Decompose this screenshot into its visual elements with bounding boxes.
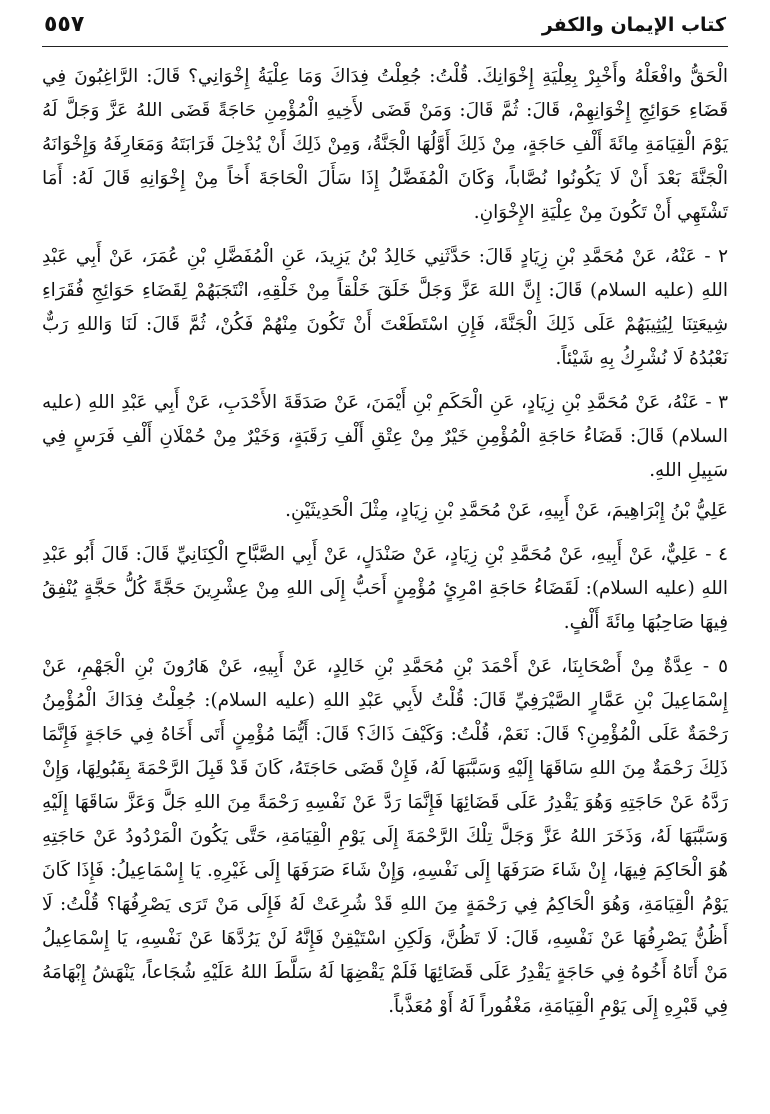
paragraph-1: الْحَقُّ وافْعَلْهُ وأَخْبِرْ بِعِلْيَةِ إِخْوَانِكَ. قُلْتُ: جُعِلْتُ فِدَاكَ وَمَا عِلْيَةُ إِخْوَانِي؟ قَالَ: الرَّاغِبُونَ فِي قَضَاءِ حَوَائِجِ إِخْوَانِهِمْ، قَالَ: ثُمَّ قَالَ: وَمَنْ قَضَى لأَخِيهِ الْمُؤْمِنِ حَاجَةً قَضَى اللهُ عَزَّ وَجَلَّ لَهُ يَوْمَ الْقِيَامَةِ مِائَةَ أَلْفِ حَاجَةٍ، مِنْ ذَلِكَ أَوَّلُهَا الْجَنَّةُ، وَمِنْ ذَلِكَ أَنْ يُدْخِلَ قَرَابَتَهُ وَمَعَارِفَهُ وَإِخْوَانَهُ الْجَنَّةَ بَعْدَ أَنْ لَا يَكُونُوا نُصَّاباً، وَكَانَ الْمُفَضَّلُ إِذَا سَأَلَ الْحَاجَةَ أَخاً مِنْ إِخْوَانِهِ قَالَ لَهُ: أَمَا تَشْتَهِي أَنْ تَكُونَ مِنْ عِلْيَةِ الإِخْوَانِ. <box>42 66 728 223</box>
hadith-4: ٤ - عَلِيٌّ، عَنْ أَبِيهِ، عَنْ مُحَمَّدِ بْنِ زِيَادٍ، عَنْ صَنْدَلٍ، عَنْ أَبِي الصَّبَّاحِ الْكِنَانِيِّ قَالَ: قَالَ أَبُو عَبْدِ اللهِ (عليه السلام): لَقَضَاءُ حَاجَةِ امْرِئٍ مُؤْمِنٍ أَحَبُّ إِلَى اللهِ مِنْ عِشْرِينَ حَجَّةً كُلُّ حَجَّةٍ يُنْفِقُ فِيهَا صَاحِبُهَا مِائَةَ أَلْفٍ. <box>42 544 728 633</box>
isnad-note: عَلِيُّ بْنُ إِبْرَاهِيمَ، عَنْ أَبِيهِ، عَنْ مُحَمَّدِ بْنِ زِيَادٍ، مِثْلَ الْحَدِيثَيْنِ. <box>285 500 728 521</box>
page-body <box>42 60 728 1034</box>
hadith-2: ٢ - عَنْهُ، عَنْ مُحَمَّدِ بْنِ زِيَادٍ قَالَ: حَدَّثَنِي خَالِدُ بْنُ يَزِيدَ، عَنِ الْمُفَضَّلِ بْنِ عُمَرَ، عَنْ أَبِي عَبْدِ اللهِ (عليه السلام) قَالَ: إِنَّ اللهَ عَزَّ وَجَلَّ خَلَقَ خَلْقاً مِنْ خَلْقِهِ، انْتَجَبَهُمْ لِقَضَاءِ حَوَائِجِ فُقَرَاءِ شِيعَتِنَا لِيُثِيبَهُمْ عَلَى ذَلِكَ الْجَنَّةَ، فَإِنِ اسْتَطَعْتَ أَنْ تَكُونَ مِنْهُمْ فَكُنْ، ثُمَّ قَالَ: لَنَا وَاللهِ رَبٌّ نَعْبُدُهُ لَا نُشْرِكُ بِهِ شَيْئاً. <box>42 246 728 369</box>
hadith-3: ٣ - عَنْهُ، عَنْ مُحَمَّدِ بْنِ زِيَادٍ، عَنِ الْحَكَمِ بْنِ أَيْمَنَ، عَنْ صَدَقَةَ الأَحْدَبِ، عَنْ أَبِي عَبْدِ اللهِ (عليه السلام) قَالَ: قَضَاءُ حَاجَةِ الْمُؤْمِنِ خَيْرٌ مِنْ عِتْقِ أَلْفِ رَقَبَةٍ، وَخَيْرٌ مِنْ حُمْلَانِ أَلْفِ فَرَسٍ فِي سَبِيلِ اللهِ. <box>42 392 728 481</box>
book-title: كتاب الإيمان والكفر <box>541 14 726 36</box>
page-number: ٥٥٧ <box>44 12 85 37</box>
page-header <box>42 10 728 44</box>
hadith-5: ٥ - عِدَّةٌ مِنْ أَصْحَابِنَا، عَنْ أَحْمَدَ بْنِ مُحَمَّدِ بْنِ خَالِدٍ، عَنْ أَبِيهِ، عَنْ هَارُونَ بْنِ الْجَهْمِ، عَنْ إِسْمَاعِيلَ بْنِ عَمَّارٍ الصَّيْرَفِيِّ قَالَ: قُلْتُ لأَبِي عَبْدِ اللهِ (عليه السلام): جُعِلْتُ فِدَاكَ الْمُؤْمِنُ رَحْمَةٌ عَلَى الْمُؤْمِنِ؟ قَالَ: نَعَمْ، قُلْتُ: وَكَيْفَ ذَاكَ؟ قَالَ: أَيُّمَا مُؤْمِنٍ أَتَى أَخَاهُ فِي حَاجَةٍ فَإِنَّمَا ذَلِكَ رَحْمَةٌ مِنَ اللهِ سَاقَهَا إِلَيْهِ وَسَبَّبَهَا لَهُ، فَإِنْ قَضَى حَاجَتَهُ، كَانَ قَدْ قَبِلَ الرَّحْمَةَ بِقَبُولِهَا، وَإِنْ رَدَّهُ عَنْ حَاجَتِهِ وَهُوَ يَقْدِرُ عَلَى قَضَائِهَا فَإِنَّمَا رَدَّ عَنْ نَفْسِهِ رَحْمَةً مِنَ اللهِ جَلَّ وَعَزَّ سَاقَهَا إِلَيْهِ وَسَبَّبَهَا لَهُ، وَذَخَرَ اللهُ عَزَّ وَجَلَّ تِلْكَ الرَّحْمَةَ إِلَى يَوْمِ الْقِيَامَةِ، حَتَّى يَكُونَ الْمَرْدُودُ عَنْ حَاجَتِهِ هُوَ الْحَاكِمَ فِيهَا، إِنْ شَاءَ صَرَفَهَا إِلَى نَفْسِهِ، وَإِنْ شَاءَ صَرَفَهَا إِلَى غَيْرِهِ. يَا إِسْمَاعِيلُ: فَإِذَا كَانَ يَوْمُ الْقِيَامَةِ، وَهُوَ الْحَاكِمُ فِي رَحْمَةٍ مِنَ اللهِ قَدْ شُرِعَتْ لَهُ فَإِلَى مَنْ تَرَى يَصْرِفُهَا؟ قُلْتُ: لَا أَظُنُّ يَصْرِفُهَا عَنْ نَفْسِهِ، قَالَ: لَا تَظُنَّ، وَلَكِنِ اسْتَيْقِنْ فَإِنَّهُ لَنْ يَرُدَّهَا عَنْ نَفْسِهِ، يَا إِسْمَاعِيلُ مَنْ أَتَاهُ أَخُوهُ فِي حَاجَةٍ يَقْدِرُ عَلَى قَضَائِهَا فَلَمْ يَقْضِهَا لَهُ سَلَّطَ اللهُ عَلَيْهِ شُجَاعاً، يَنْهَشُ إِبْهَامَهُ فِي قَبْرِهِ إِلَى يَوْمِ الْقِيَامَةِ، مَغْفُوراً لَهُ أَوْ مُعَذَّباً. <box>42 656 728 1017</box>
header-rule <box>42 46 728 47</box>
